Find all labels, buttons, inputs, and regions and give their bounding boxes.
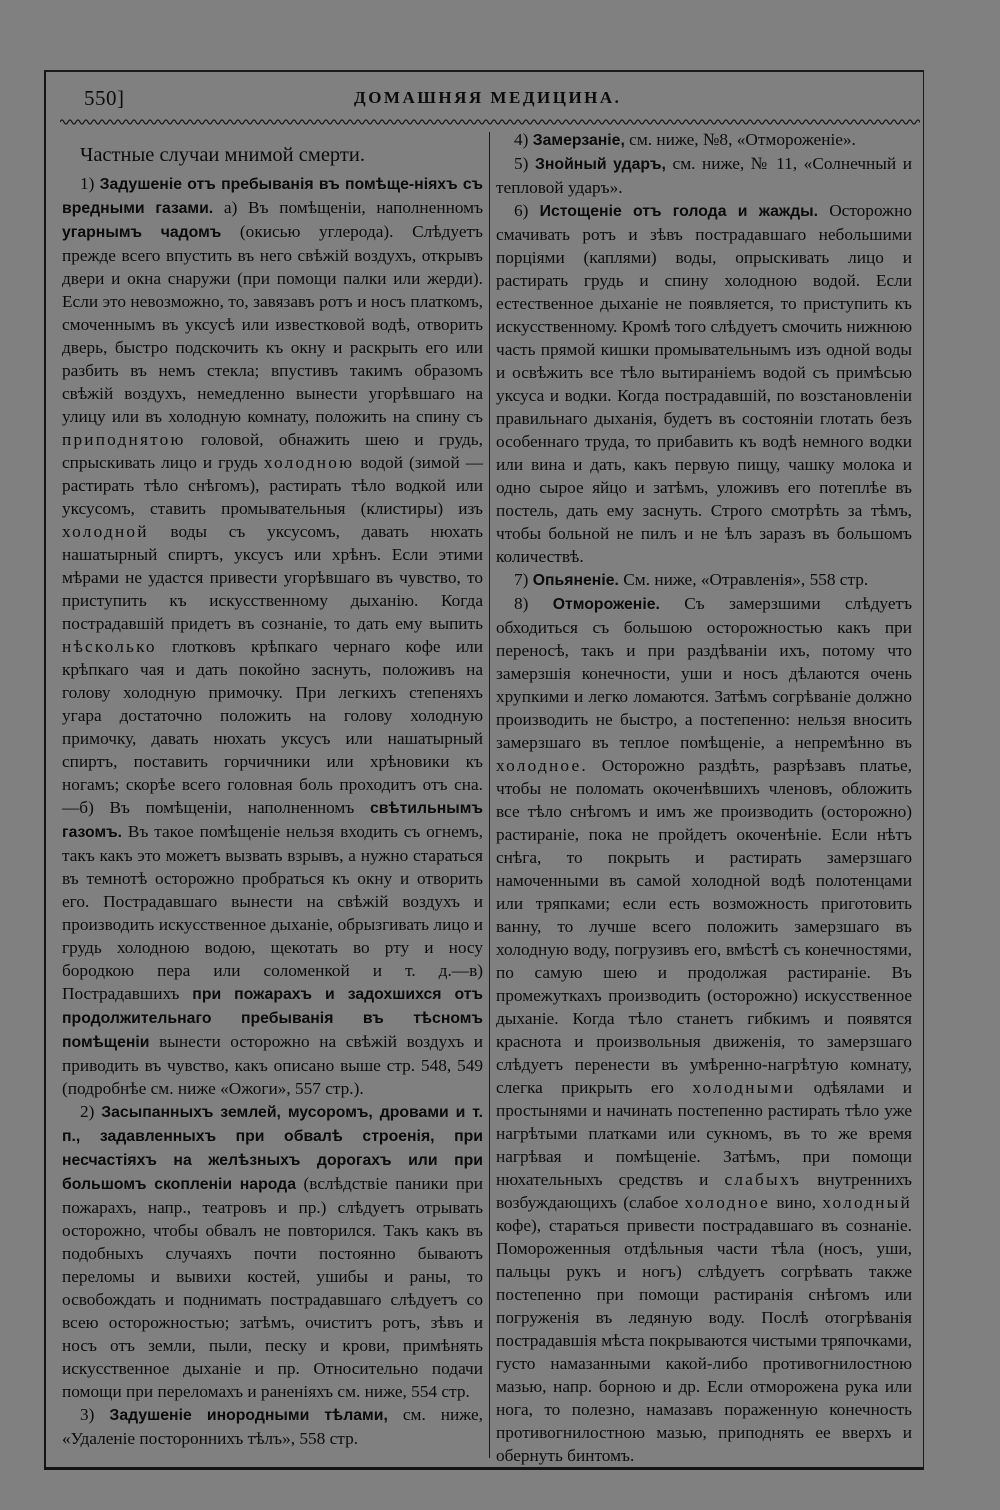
item-number: 3)	[80, 1405, 110, 1424]
text-run: Осторожно раздѣть, разрѣзавъ платье, чтобы не поломать окоченѣвшихъ членовъ, обложить все тѣло снѣгомъ и имъ же производить (осторожно) растираніе, пока не пройдетъ окоченѣніе. Если нѣтъ снѣга, то покрыть и растирать замерзшаго намоченными въ самой холодной водѣ полотенцами или тряпками; если есть возможность приготовить ванну, то лучше всего положить замерзшаго въ холодную воду, погрузивъ его, вмѣстѣ съ конечностями, по самую шею и продолжая растираніе. Въ промежуткахъ производить (осторожно) искусственное дыханіе. Когда тѣло станетъ гибкимъ и появятся краснота и произвольныя движенія, то замерзшаго слѣдуетъ перенести въ умѣренно-нагрѣтую комнату, слегка прикрыть его	[496, 756, 912, 1097]
section-heading: Частные случаи мнимой смерти.	[80, 144, 365, 166]
text-run: воды съ уксусомъ, давать нюхать нашатырный спиртъ, уксусъ или хрѣнъ. Если этими мѣрами не удастся привести угорѣвшаго въ чувство, то приступить къ искусственному дыханію. Когда пострадавшій придетъ въ сознаніе, то дать ему выпить	[62, 522, 483, 633]
text-run: Осторожно смачивать ротъ и зѣвъ пострадавшаго небольшими порціями (каплями) воды, опрыскивать лицо и растирать грудь и спину холодною водой. Если естественное дыханіе не появляется, то приступить къ искусственному. Кромѣ того слѣдуетъ смочить нижнюю часть прямой кишки промывательнымъ изъ одной воды и освѣжить все тѣло вытираніемъ водой съ примѣсью уксуса и водки. Когда пострадавшій, по возстановленіи правильнаго дыханія, будетъ въ состояніи глотать безъ особеннаго труда, то прибавить къ водѣ немного водки или вина и дать, какъ первую пищу, чашку молока и одно сырое яйцо и затѣмъ, уложивъ его потеплѣе въ постель, дать ему заснуть. Строго смотрѣть за тѣмъ, чтобы больной не пилъ и не ѣлъ заразъ въ большомъ количествѣ.	[496, 201, 912, 566]
item-title: Знойный ударъ,	[534, 156, 666, 173]
text-run: Съ замерзшими слѣдуетъ обходиться съ большою осторожностью какъ при переносѣ, такъ и при раздѣваніи ихъ, потому что замерзшія конечности, уши и носъ дѣлаются очень хрупкими и легко ломаются. Затѣмъ согрѣваніе должно производить не быстро, а постепенно: нельзя вносить замерзшаго въ теплое помѣщеніе, а непремѣнно въ	[496, 594, 913, 752]
item-title: Опьяненіе.	[532, 572, 619, 589]
item-number: 1)	[80, 174, 100, 193]
running-title: ДОМАШНЯЯ МЕДИЦИНА.	[354, 88, 622, 107]
item-title: Замерзаніе,	[532, 132, 625, 149]
paragraph-7	[496, 568, 912, 592]
left-column	[62, 140, 483, 1450]
term: угарнымъ чадомъ	[62, 224, 222, 241]
text-run: внутреннихъ возбуждающихъ (слабое	[496, 1170, 912, 1212]
paragraph-6	[496, 199, 912, 568]
text-run: см. ниже, №8, «Отмороженіе».	[624, 130, 856, 149]
spaced-word: холодное.	[496, 756, 588, 775]
item-number: 5)	[514, 154, 535, 173]
text-run: см. ниже, № 11, «Солнечный и тепловой ударъ».	[496, 154, 912, 197]
text-run: см. ниже, «Удаленіе постороннихъ тѣлъ», 558 стр.	[62, 1405, 483, 1448]
item-number: 4)	[514, 130, 533, 149]
paragraph-3	[62, 1403, 483, 1450]
spaced-word: приподнятою	[62, 430, 186, 449]
item-number: 6)	[514, 201, 540, 220]
paragraph-2	[62, 1100, 483, 1403]
page-number: 550]	[84, 86, 125, 110]
page-header	[84, 84, 914, 116]
spaced-word: нѣсколько	[62, 637, 157, 656]
text-run: вино,	[769, 1193, 823, 1212]
right-column	[496, 128, 912, 1467]
item-title: Задушеніе инородными тѣлами,	[109, 1407, 388, 1424]
item-title: Засыпанныхъ землей, мусоромъ, дровами и т. п., задавленныхъ при обвалѣ строенія, при несчастіяхъ на желѣзныхъ дорогахъ или при большомъ скопленіи народа	[62, 1104, 483, 1193]
text-run: (вслѣдствіе паники при пожарахъ, напр., театровъ и пр.) слѣдуетъ отрывать осторожно, чтобы обвалъ не повторился. Такъ какъ въ подобныхъ случаяхъ почти постоянно бываютъ переломы и вывихи костей, ушибы и раны, то освобождать и поднимать пострадавшаго слѣдуетъ со всею осторожностью; затѣмъ, очиститъ ротъ, зѣвъ и носъ отъ земли, пыли, песку и крови, примѣнять искусственное дыханіе и пр. Относительно подачи помощи при переломахъ и раненіяхъ см. ниже, 554 стр.	[62, 1174, 483, 1401]
item-title: Истощеніе отъ голода и жажды.	[539, 203, 818, 220]
text-run: См. ниже, «Отравленія», 558 стр.	[618, 570, 869, 589]
item-title: Задушеніе отъ пребыванія въ помѣще-ніяхъ съ вредными газами.	[62, 176, 484, 217]
spaced-word: холодною	[263, 453, 355, 472]
spaced-word: холодное	[684, 1193, 770, 1212]
text-run: а) Въ помѣщеніи, наполненномъ	[213, 198, 483, 217]
item-title: Отмороженіе.	[552, 596, 660, 613]
text-run: головой, обнажить шею и грудь, спрыскивать лицо и грудь	[62, 430, 483, 472]
spaced-word: холодный	[822, 1193, 912, 1212]
item-number: 8)	[514, 594, 553, 613]
paragraph-5	[496, 152, 912, 199]
paragraph-8	[496, 592, 912, 1467]
text-run: вынести осторожно на свѣжій воздухъ и приводить въ чувство, какъ описано выше стр. 548, 549 (подробнѣе см. ниже «Ожоги», 557 стр.).	[62, 1032, 483, 1098]
text-run: кофе), стараться привести пострадавшаго въ сознаніе. Помороженныя отдѣльныя части тѣла (носъ, уши, пальцы рукъ и ногъ) слѣдуетъ согрѣвать также постепенно при помощи растиранія снѣгомъ или погруженія въ ледяную воду. Послѣ отогрѣванія пострадавшія мѣста покрываются чистыми тряпочками, густо намазанными какой-либо противогнилостною мазью, напр. борною и др. Если отморожена рука или нога, то полезно, намазавъ пораженную конечность противогнилостною мазью, приподнять ее вверхъ и обернуть бинтомъ.	[496, 1216, 912, 1465]
text-run: глотковъ крѣпкаго чернаго кофе или крѣпкаго чая и дать покойно заснуть, положивъ на голову холодную примочку. При легкихъ степеняхъ угара достаточно положить на голову холодную примочку, давать нюхать уксусъ или нашатырный спиртъ, поставить горчичники или хрѣновики къ ногамъ; скорѣе всего головная боль проходитъ отъ сна.—б) Въ помѣщеніи, наполненномъ	[62, 637, 483, 817]
spaced-word: холодными	[692, 1078, 796, 1097]
item-number: 7)	[514, 570, 533, 589]
text-run: водой (зимой — растирать тѣло снѣгомъ), растирать тѣло водкой или уксусомъ, ставить промывательныя (клистиры) изъ	[62, 453, 483, 518]
paragraph-1	[62, 172, 483, 1100]
term: при пожарахъ и задохшихся отъ продолжительнаго пребыванія въ тѣсномъ помѣщеніи	[62, 986, 483, 1051]
text-run: (окисью углерода). Слѣдуетъ прежде всего впустить въ него свѣжій воздухъ, открывъ двери и окна снаружи (при помощи палки или жерди). Если это невозможно, то, завязавъ ротъ и носъ платкомъ, смоченнымъ въ уксусѣ или известковой водѣ, отворить дверь, быстро подскочить къ окну и раскрыть его или разбить въ немъ стекла; впустивъ такимъ образомъ свѣжій воздухъ, немедленно вынести угорѣвшаго на улицу или въ холодную комнату, положить на спину съ	[62, 222, 483, 426]
term: свѣтильнымъ газомъ.	[62, 800, 483, 841]
text-run: Въ такое помѣщеніе нельзя входить съ огнемъ, такъ какъ это можетъ вызвать взрывъ, а нужно стараться въ темнотѣ осторожно пробраться къ окну и отворить его. Пострадавшаго вынести на свѣжій воздухъ и производить искусственное дыханіе, обрызгивать лицо и грудь холодною водою, щекотать во рту и носу бородкою пера или соломенкой и т. д.—в) Пострадавшихъ	[62, 822, 483, 1003]
wavy-rule	[60, 118, 920, 126]
column-rule	[489, 132, 490, 1458]
text-run: одѣялами и простынями и начинать постепенно растирать тѣло уже нагрѣтыми платками или сукномъ, въ то же время нагрѣвая и помѣщеніе. Затѣмъ, при помощи нюхательныхъ средствъ и	[496, 1078, 912, 1189]
paragraph-4	[496, 128, 912, 152]
spaced-word: слабыхъ	[724, 1170, 802, 1189]
spaced-word: холодной	[62, 522, 149, 541]
item-number: 2)	[80, 1102, 102, 1121]
